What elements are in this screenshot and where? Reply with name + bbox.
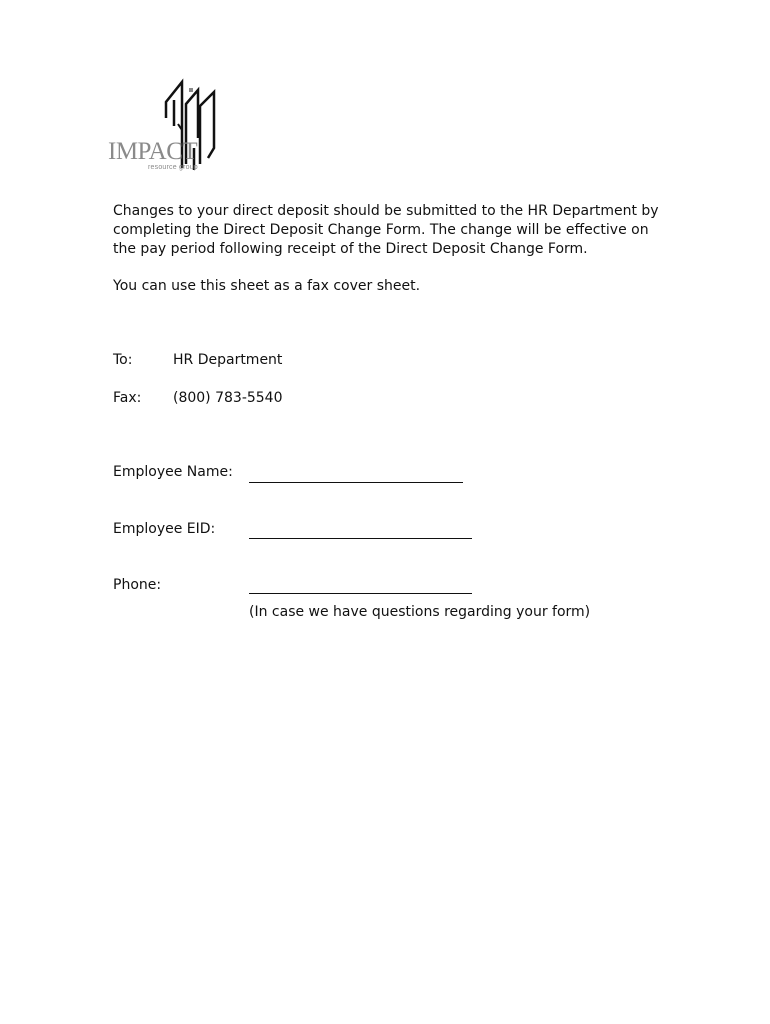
employee-eid-label: Employee EID: xyxy=(113,521,216,537)
phone-field[interactable] xyxy=(249,593,472,594)
phone-hint: (In case we have questions regarding your form) xyxy=(249,604,591,620)
employee-name-label: Employee Name: xyxy=(113,464,233,480)
company-logo xyxy=(108,78,226,174)
employee-name-field[interactable] xyxy=(249,482,463,483)
fax-number: (800) 783-5540 xyxy=(173,390,283,406)
fax-label: Fax: xyxy=(113,390,142,406)
logo-tagline: resource group xyxy=(148,164,198,171)
fax-cover-note: You can use this sheet as a fax cover sheet. xyxy=(113,278,421,294)
to-value: HR Department xyxy=(173,352,283,368)
logo-wordmark: IMPACT xyxy=(108,138,198,165)
to-label: To: xyxy=(113,352,133,368)
phone-label: Phone: xyxy=(113,577,162,593)
instructions-paragraph: Changes to your direct deposit should be submitted to the HR Department by completing the Direct Deposit Change Form. The change will be effective on the pay period following receipt of the Direct Deposit Change Form. xyxy=(113,203,659,257)
employee-eid-field[interactable] xyxy=(249,538,472,539)
